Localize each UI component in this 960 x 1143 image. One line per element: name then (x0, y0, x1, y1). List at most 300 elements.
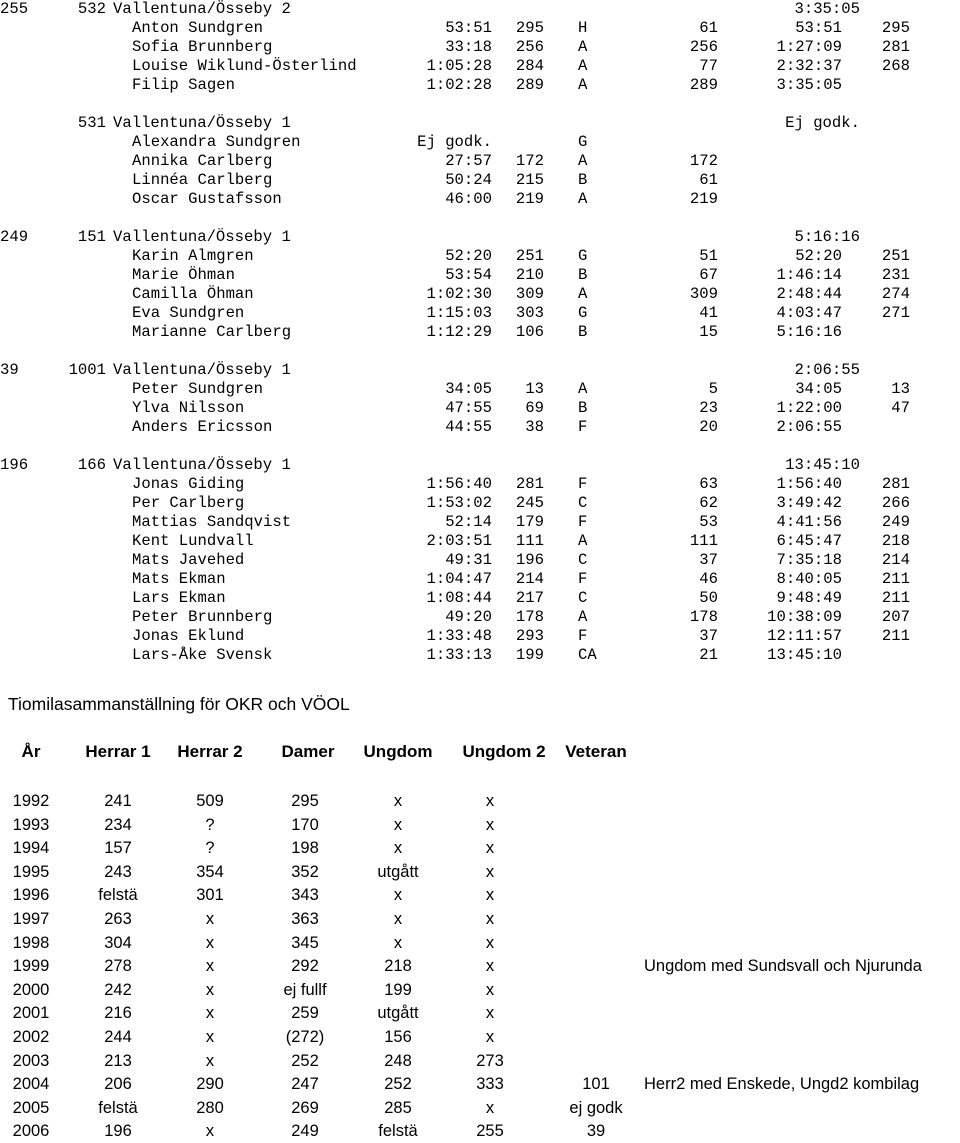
runner-place: 214 (515, 570, 544, 588)
runner-leg-place: 289 (689, 76, 718, 94)
summary-header-cell: Herrar 1 (85, 742, 151, 761)
runner-time: 27:57 (445, 152, 492, 170)
team-team-no: 151 (77, 228, 106, 246)
team-team-no: 166 (77, 456, 106, 474)
runner-name: Anders Ericsson (132, 418, 273, 436)
runner-place: 210 (515, 266, 544, 284)
runner-row (0, 589, 960, 608)
team-club: Vallentuna/Össeby 1 (113, 114, 291, 132)
summary-cell: 285 (384, 1098, 412, 1117)
summary-row (0, 1096, 960, 1120)
runner-name: Eva Sundgren (132, 304, 245, 322)
summary-cell: ej fullf (283, 980, 327, 999)
summary-header-cell: Veteran (565, 742, 627, 761)
summary-cell: 101 (582, 1075, 610, 1094)
runner-leg-place: 51 (699, 247, 718, 265)
runner-accum: 7:35:18 (776, 551, 842, 569)
runner-name: Linnéa Carlberg (132, 171, 273, 189)
runner-accum-place: 249 (881, 513, 910, 531)
team-team-time: 3:35:05 (794, 0, 860, 18)
summary-year: 2000 (12, 980, 50, 999)
team-header-row (0, 228, 960, 247)
runner-course: A (578, 608, 588, 626)
summary-cell: 292 (291, 957, 319, 976)
summary-year: 2004 (12, 1075, 50, 1094)
team-club: Vallentuna/Össeby 2 (113, 0, 291, 18)
runner-place: 289 (515, 76, 544, 94)
runner-name: Alexandra Sundgren (132, 133, 301, 151)
summary-cell: x (485, 980, 495, 999)
runner-place: 13 (525, 380, 544, 398)
runner-name: Jonas Giding (132, 475, 245, 493)
runner-name: Filip Sagen (132, 76, 235, 94)
team-club: Vallentuna/Össeby 1 (113, 361, 291, 379)
runner-course: A (578, 38, 588, 56)
runner-course: A (578, 190, 588, 208)
team-team-time: 13:45:10 (785, 456, 860, 474)
runner-leg-place: 53 (699, 513, 718, 531)
runner-leg-place: 23 (699, 399, 718, 417)
summary-cell: 345 (291, 933, 319, 952)
runner-name: Ylva Nilsson (132, 399, 245, 417)
runner-accum-place: 218 (881, 532, 910, 550)
runner-leg-place: 21 (699, 646, 718, 664)
runner-leg-place: 172 (689, 152, 718, 170)
runner-place: 172 (515, 152, 544, 170)
team-team-place: 249 (0, 228, 29, 246)
summary-cell: 213 (104, 1051, 132, 1070)
runner-place: 256 (515, 38, 544, 56)
runner-name: Oscar Gustafsson (132, 190, 282, 208)
runner-time: Ej godk. (417, 133, 492, 151)
summary-cell: x (485, 1028, 495, 1046)
summary-cell: x (205, 910, 215, 928)
runner-name: Lars Ekman (132, 589, 226, 607)
runner-place: 309 (515, 285, 544, 303)
runner-place: 303 (515, 304, 544, 322)
team-team-no: 532 (77, 0, 106, 18)
runner-row (0, 19, 960, 38)
summary-year: 1999 (12, 957, 50, 976)
runner-place: 251 (515, 247, 544, 265)
team-team-place: 196 (0, 456, 29, 474)
runner-time: 1:04:47 (426, 570, 492, 588)
runner-accum: 53:51 (795, 19, 842, 37)
runner-accum: 12:11:57 (767, 627, 842, 645)
runner-place: 293 (515, 627, 544, 645)
runner-place: 245 (515, 494, 544, 512)
summary-year: 1993 (12, 815, 50, 834)
runner-time: 2:03:51 (426, 532, 492, 550)
summary-year: 1995 (12, 862, 50, 881)
runner-accum: 5:16:16 (776, 323, 842, 341)
runner-time: 1:15:03 (426, 304, 492, 322)
runner-row (0, 646, 960, 665)
runner-accum: 3:35:05 (776, 76, 842, 94)
runner-accum: 4:41:56 (776, 513, 842, 531)
summary-year: 2003 (12, 1051, 50, 1070)
summary-row (0, 1119, 960, 1143)
runner-time: 1:05:28 (426, 57, 492, 75)
runner-accum-place: 214 (881, 551, 910, 569)
summary-header-cell: Ungdom 2 (462, 742, 546, 761)
summary-cell: x (485, 910, 495, 928)
runner-course: C (578, 494, 588, 512)
summary-cell: 206 (104, 1075, 132, 1094)
summary-cell: x (393, 886, 403, 905)
runner-place: 38 (525, 418, 544, 436)
runner-leg-place: 61 (699, 19, 718, 37)
runner-place: 281 (515, 475, 544, 493)
runner-course: A (578, 76, 588, 94)
runner-course: F (578, 475, 588, 493)
team-team-place: 39 (0, 361, 19, 379)
runner-name: Anton Sundgren (132, 19, 264, 37)
runner-accum-place: 207 (881, 608, 910, 626)
runner-row (0, 266, 960, 285)
runner-course: B (578, 171, 588, 189)
runner-accum-place: 251 (881, 247, 910, 265)
runner-name: Marie Öhman (132, 266, 235, 284)
runner-row (0, 323, 960, 342)
runner-accum-place: 211 (881, 570, 910, 588)
summary-cell: 218 (384, 957, 412, 976)
runner-row (0, 190, 960, 209)
summary-cell: 249 (291, 1122, 319, 1141)
summary-row (0, 789, 960, 813)
runner-place: 217 (515, 589, 544, 607)
runner-name: Kent Lundvall (132, 532, 254, 550)
runner-leg-place: 309 (689, 285, 718, 303)
runner-course: C (578, 551, 588, 569)
summary-cell: x (393, 839, 403, 858)
runner-accum: 1:27:09 (776, 38, 842, 56)
runner-leg-place: 37 (699, 551, 718, 569)
runner-leg-place: 178 (689, 608, 718, 626)
summary-cell: 156 (384, 1028, 412, 1046)
runner-name: Peter Brunnberg (132, 608, 273, 626)
summary-cell: x (205, 980, 215, 999)
team-club: Vallentuna/Össeby 1 (113, 456, 291, 474)
summary-note: Herr2 med Enskede, Ungd2 kombilag (644, 1075, 920, 1094)
summary-cell: x (485, 1004, 495, 1023)
runner-time: 1:33:48 (426, 627, 492, 645)
runner-accum-place: 47 (891, 399, 910, 417)
team-team-time: Ej godk. (785, 114, 860, 132)
summary-cell: 352 (291, 862, 319, 881)
summary-cell: 216 (104, 1004, 132, 1023)
summary-row (0, 1072, 960, 1096)
runner-leg-place: 219 (689, 190, 718, 208)
runner-leg-place: 77 (699, 57, 718, 75)
runner-time: 1:12:29 (426, 323, 492, 341)
runner-name: Marianne Carlberg (132, 323, 292, 341)
runner-time: 49:20 (445, 608, 492, 626)
runner-row (0, 133, 960, 152)
runner-time: 53:51 (445, 19, 492, 37)
runner-time: 34:05 (445, 380, 492, 398)
runner-row (0, 152, 960, 171)
runner-time: 1:02:30 (426, 285, 492, 303)
runner-row (0, 513, 960, 532)
runner-name: Per Carlberg (132, 494, 245, 512)
runner-course: B (578, 266, 588, 284)
summary-cell: 234 (104, 815, 132, 834)
runner-leg-place: 63 (699, 475, 718, 493)
runner-time: 46:00 (445, 190, 492, 208)
runner-accum-place: 274 (881, 285, 910, 303)
team-team-time: 2:06:55 (794, 361, 860, 379)
summary-year: 2002 (12, 1028, 50, 1046)
runner-name: Sofia Brunnberg (132, 38, 273, 56)
summary-year: 1994 (12, 839, 50, 858)
summary-cell: x (485, 957, 495, 976)
team-header-row (0, 361, 960, 380)
runner-name: Mats Javehed (132, 551, 245, 569)
runner-row (0, 285, 960, 304)
summary-note: Ungdom med Sundsvall och Njurunda (644, 957, 922, 976)
runner-leg-place: 256 (689, 38, 718, 56)
summary-cell: x (485, 815, 495, 834)
summary-cell: x (205, 1004, 215, 1023)
runner-row (0, 171, 960, 190)
summary-row (0, 836, 960, 860)
runner-name: Karin Almgren (132, 247, 254, 265)
team-team-no: 531 (77, 114, 106, 132)
summary-cell: 157 (104, 839, 132, 858)
runner-place: 179 (515, 513, 544, 531)
runner-time: 1:08:44 (426, 589, 492, 607)
runner-time: 47:55 (445, 399, 492, 417)
runner-course: F (578, 513, 588, 531)
summary-cell: 170 (291, 815, 319, 834)
summary-year: 2001 (12, 1004, 50, 1023)
runner-name: Jonas Eklund (132, 627, 245, 645)
summary-cell: 39 (586, 1122, 606, 1141)
summary-cell: x (205, 1122, 215, 1141)
team-team-place: 255 (0, 0, 29, 18)
summary-cell: utgått (377, 1004, 419, 1023)
summary-year: 2006 (12, 1122, 50, 1141)
team-header-row (0, 0, 960, 19)
runner-row (0, 76, 960, 95)
summary-cell: 273 (476, 1051, 504, 1070)
summary-cell: x (205, 933, 215, 952)
runner-course: A (578, 380, 588, 398)
runner-row (0, 57, 960, 76)
runner-name: Mattias Sandqvist (132, 513, 292, 531)
runner-place: 219 (515, 190, 544, 208)
runner-accum: 6:45:47 (776, 532, 842, 550)
summary-cell: 509 (196, 792, 224, 810)
runner-name: Mats Ekman (132, 570, 226, 588)
runner-place: 178 (515, 608, 544, 626)
summary-row (0, 1001, 960, 1025)
runner-leg-place: 41 (699, 304, 718, 322)
summary-row (0, 907, 960, 931)
summary-cell: felstä (98, 886, 138, 905)
summary-cell: (272) (285, 1028, 325, 1046)
summary-year: 1997 (12, 910, 50, 928)
runner-accum-place: 271 (881, 304, 910, 322)
runner-course: C (578, 589, 588, 607)
runner-accum: 52:20 (795, 247, 842, 265)
summary-cell: 252 (384, 1075, 412, 1094)
runner-accum: 2:06:55 (776, 418, 842, 436)
runner-place: 215 (515, 171, 544, 189)
summary-cell: 252 (291, 1051, 319, 1070)
runner-course: G (578, 247, 588, 265)
summary-cell: x (485, 792, 495, 810)
runner-row (0, 418, 960, 437)
summary-cell: 199 (384, 980, 412, 999)
runner-course: F (578, 418, 588, 436)
summary-cell: x (393, 910, 403, 928)
runner-leg-place: 5 (708, 380, 718, 398)
summary-row (0, 1049, 960, 1073)
runner-course: F (578, 627, 588, 645)
runner-time: 50:24 (445, 171, 492, 189)
runner-leg-place: 37 (699, 627, 718, 645)
summary-row (0, 883, 960, 907)
summary-cell: 304 (104, 933, 132, 952)
summary-cell: 198 (291, 839, 319, 858)
summary-cell: ? (205, 839, 215, 858)
summary-year: 1996 (12, 886, 50, 905)
summary-header-cell: Damer (281, 742, 335, 761)
runner-accum-place: 295 (881, 19, 910, 37)
runner-accum-place: 281 (881, 475, 910, 493)
team-header-row (0, 456, 960, 475)
runner-place: 69 (525, 399, 544, 417)
runner-row (0, 247, 960, 266)
summary-row (0, 978, 960, 1002)
runner-course: F (578, 570, 588, 588)
runner-leg-place: 46 (699, 570, 718, 588)
summary-cell: x (485, 886, 495, 905)
runner-row (0, 380, 960, 399)
runner-accum: 9:48:49 (776, 589, 842, 607)
summary-cell: x (485, 1098, 495, 1117)
runner-name: Lars-Åke Svensk (132, 646, 273, 664)
summary-cell: 243 (104, 862, 132, 881)
runner-accum-place: 266 (881, 494, 910, 512)
summary-cell: 255 (476, 1122, 504, 1141)
runner-name: Annika Carlberg (132, 152, 273, 170)
summary-cell: x (205, 1051, 215, 1070)
summary-cell: 301 (196, 886, 224, 905)
runner-leg-place: 20 (699, 418, 718, 436)
runner-row (0, 532, 960, 551)
summary-header-cell: Herrar 2 (177, 742, 243, 761)
summary-cell: 248 (384, 1051, 412, 1070)
runner-leg-place: 62 (699, 494, 718, 512)
runner-course: A (578, 285, 588, 303)
summary-cell: 247 (291, 1075, 319, 1094)
runner-course: A (578, 532, 588, 550)
runner-place: 295 (515, 19, 544, 37)
runner-row (0, 570, 960, 589)
runner-row (0, 551, 960, 570)
summary-cell: 343 (291, 886, 319, 905)
summary-cell: 354 (196, 862, 224, 881)
summary-cell: 196 (104, 1122, 132, 1141)
summary-cell: 295 (291, 792, 319, 810)
runner-place: 199 (515, 646, 544, 664)
runner-leg-place: 61 (699, 171, 718, 189)
runner-time: 1:56:40 (426, 475, 492, 493)
runner-course: A (578, 57, 588, 75)
runner-accum: 1:22:00 (776, 399, 842, 417)
runner-time: 33:18 (445, 38, 492, 56)
summary-cell: 333 (476, 1075, 504, 1094)
summary-cell: 278 (104, 957, 132, 976)
runner-name: Peter Sundgren (132, 380, 264, 398)
summary-title: Tiomilasammanställning för OKR och VÖOL (8, 694, 350, 714)
summary-cell: 242 (104, 980, 132, 999)
runner-place: 111 (515, 532, 544, 550)
summary-year: 2005 (12, 1098, 50, 1117)
summary-cell: x (393, 933, 403, 952)
runner-course: G (578, 133, 588, 151)
summary-cell: 244 (104, 1028, 132, 1046)
summary-row (0, 813, 960, 837)
summary-cell: x (205, 957, 215, 976)
runner-course: B (578, 399, 588, 417)
runner-place: 106 (515, 323, 544, 341)
runner-time: 1:33:13 (426, 646, 492, 664)
summary-cell: 259 (291, 1004, 319, 1023)
runner-course: A (578, 152, 588, 170)
summary-row (0, 860, 960, 884)
summary-cell: ej godk (569, 1098, 623, 1117)
runner-time: 44:55 (445, 418, 492, 436)
runner-leg-place: 111 (689, 532, 718, 550)
summary-cell: 290 (196, 1075, 224, 1094)
summary-cell: x (485, 839, 495, 858)
runner-accum: 2:32:37 (776, 57, 842, 75)
runner-accum: 13:45:10 (767, 646, 842, 664)
runner-time: 1:02:28 (426, 76, 492, 94)
runner-accum-place: 211 (881, 589, 910, 607)
runner-accum-place: 231 (881, 266, 910, 284)
summary-cell: x (393, 792, 403, 810)
runner-name: Louise Wiklund-Österlind (132, 57, 357, 75)
runner-accum-place: 211 (881, 627, 910, 645)
runner-accum: 3:49:42 (776, 494, 842, 512)
runner-course: G (578, 304, 588, 322)
summary-row (0, 954, 960, 978)
runner-row (0, 627, 960, 646)
runner-accum: 8:40:05 (776, 570, 842, 588)
summary-cell: 263 (104, 910, 132, 928)
summary-cell: 363 (291, 910, 319, 928)
summary-cell: utgått (377, 862, 419, 881)
runner-accum: 1:46:14 (776, 266, 842, 284)
runner-leg-place: 15 (699, 323, 718, 341)
runner-course: B (578, 323, 588, 341)
runner-time: 49:31 (445, 551, 492, 569)
summary-cell: felstä (378, 1122, 418, 1141)
runner-row (0, 475, 960, 494)
runner-accum-place: 268 (881, 57, 910, 75)
runner-place: 284 (515, 57, 544, 75)
summary-cell: felstä (98, 1098, 138, 1117)
runner-row (0, 608, 960, 627)
runner-place: 196 (515, 551, 544, 569)
runner-row (0, 494, 960, 513)
team-team-time: 5:16:16 (794, 228, 860, 246)
